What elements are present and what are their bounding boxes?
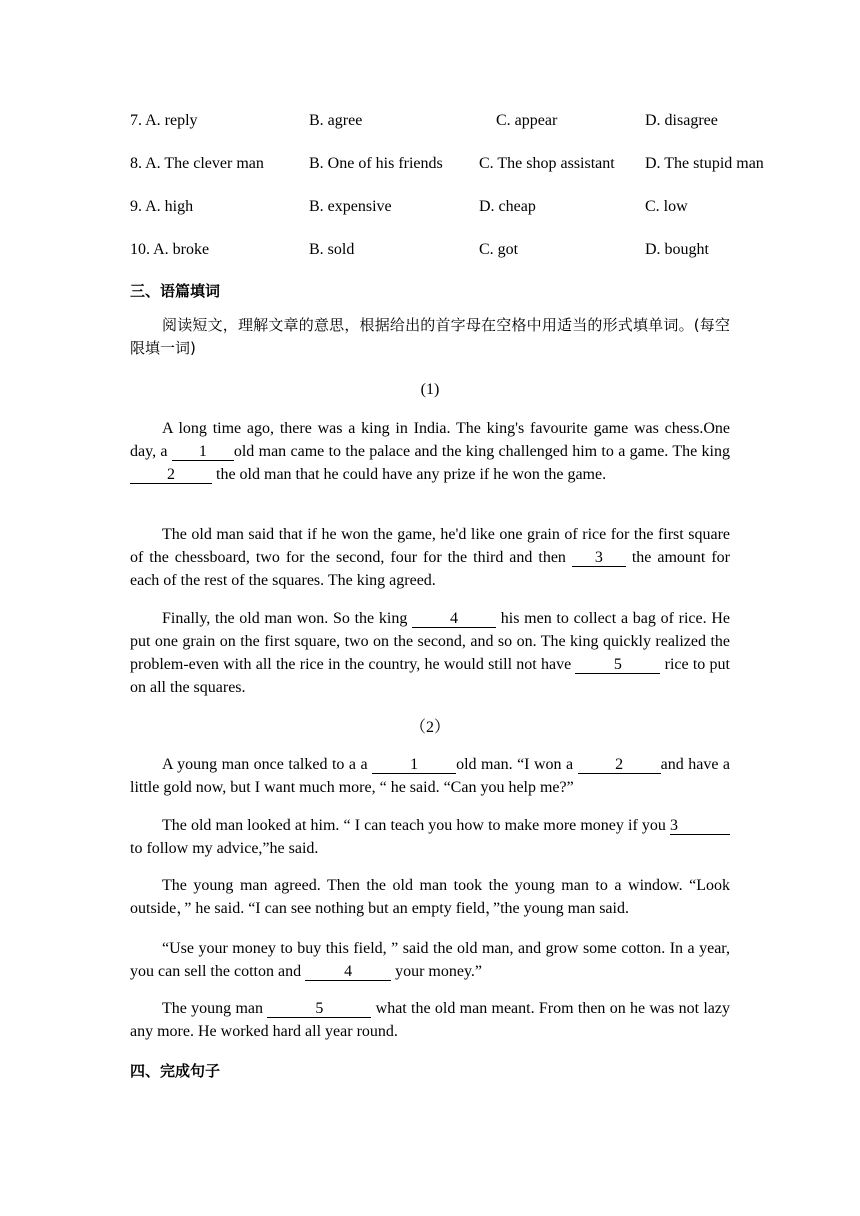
text: old man. “I won a [456,756,578,773]
text: The young man [162,1000,268,1017]
text: your money.” [391,963,482,980]
section-3-heading: 三、语篇填词 [130,282,221,300]
option-row-8 [130,155,810,177]
passage-1-paragraph-2 [130,523,730,592]
text: A young man once talked to a a [162,756,373,773]
blank-5: 5 [267,1000,371,1018]
option-b: B. One of his friends [309,155,443,172]
blank-3: 3 [670,817,730,835]
passage-1-label: (1) [420,381,440,398]
passage-2-label: （2） [409,719,450,736]
text: rice to put on all the squares. [130,656,730,696]
text: The old man said that if he won the game, he'd like one grain of rice for the first square of the chessboard, two for the second, four for the third and then [130,526,730,566]
section-3-instructions: 阅读短文，理解文章的意思，根据给出的首字母在空格中用适当的形式填单词。(每空限填一词) [130,316,730,357]
text: to follow my advice,”he said. [130,840,319,857]
option-d: D. The stupid man [645,155,764,172]
option-row-7 [130,112,810,134]
option-c: D. cheap [479,198,536,215]
blank-4: 4 [412,610,496,628]
section-4-heading: 四、完成句子 [130,1062,221,1080]
option-d: D. disagree [645,112,718,129]
text: “Use your money to buy this field, ” said the old man, and grow some cotton. In a year, you can sell the cotton and [130,940,730,980]
text: the amount for each of the rest of the squares. The king agreed. [130,549,730,589]
blank-3: 3 [572,549,626,567]
text: his men to collect a bag of rice. He put one grain on the first square, two on the second, and so on. The king quickly realized the problem-even with all the rice in the country, he would still not have [130,610,731,673]
text: what the old man meant. From then on he was not lazy any more. He worked hard all year round. [130,1000,731,1040]
passage-1-paragraph-1 [130,417,730,486]
text: Finally, the old man won. So the king [162,610,413,627]
option-a: 8. A. The clever man [130,155,264,172]
blank-2: 2 [130,466,212,484]
passage-1-paragraph-3 [130,607,730,699]
passage-2-paragraph-1 [130,753,730,799]
text: The old man looked at him. “ I can teach you how to make more money if you [162,817,670,834]
passage-2-paragraph-3: The young man agreed. Then the old man took the young man to a window. “Look outside，” he said. “I can see nothing but an empty field，”the young man said. [130,877,730,917]
option-b: B. sold [309,241,355,258]
blank-2: 2 [578,756,661,774]
passage-2-paragraph-4 [130,937,730,983]
blank-1: 1 [372,756,456,774]
text: A long time ago, there was a king in India. The king's favourite game was chess.One day, a [130,420,730,460]
option-a: 9. A. high [130,198,194,215]
blank-4: 4 [305,963,391,981]
blank-5: 5 [575,656,660,674]
text: and have a little gold now, but I want much more, “ he said. “Can you help me?” [130,756,731,796]
text: the old man that he could have any prize if he won the game. [212,466,607,483]
text: old man came to the palace and the king challenged him to a game. The king [233,443,730,460]
option-a: 7. A. reply [130,112,198,129]
option-d: D. bought [645,241,709,258]
option-b: B. agree [309,112,363,129]
option-a: 10. A. broke [130,241,210,258]
passage-2-paragraph-2 [130,814,730,860]
option-row-10 [130,241,810,263]
blank-1: 1 [172,443,234,461]
option-row-9 [130,198,810,220]
option-c: C. appear [496,112,558,129]
option-b: B. expensive [309,198,392,215]
passage-2-paragraph-5 [130,997,730,1043]
option-c: C. The shop assistant [479,155,615,172]
option-c: C. got [479,241,519,258]
option-d: C. low [645,198,688,215]
